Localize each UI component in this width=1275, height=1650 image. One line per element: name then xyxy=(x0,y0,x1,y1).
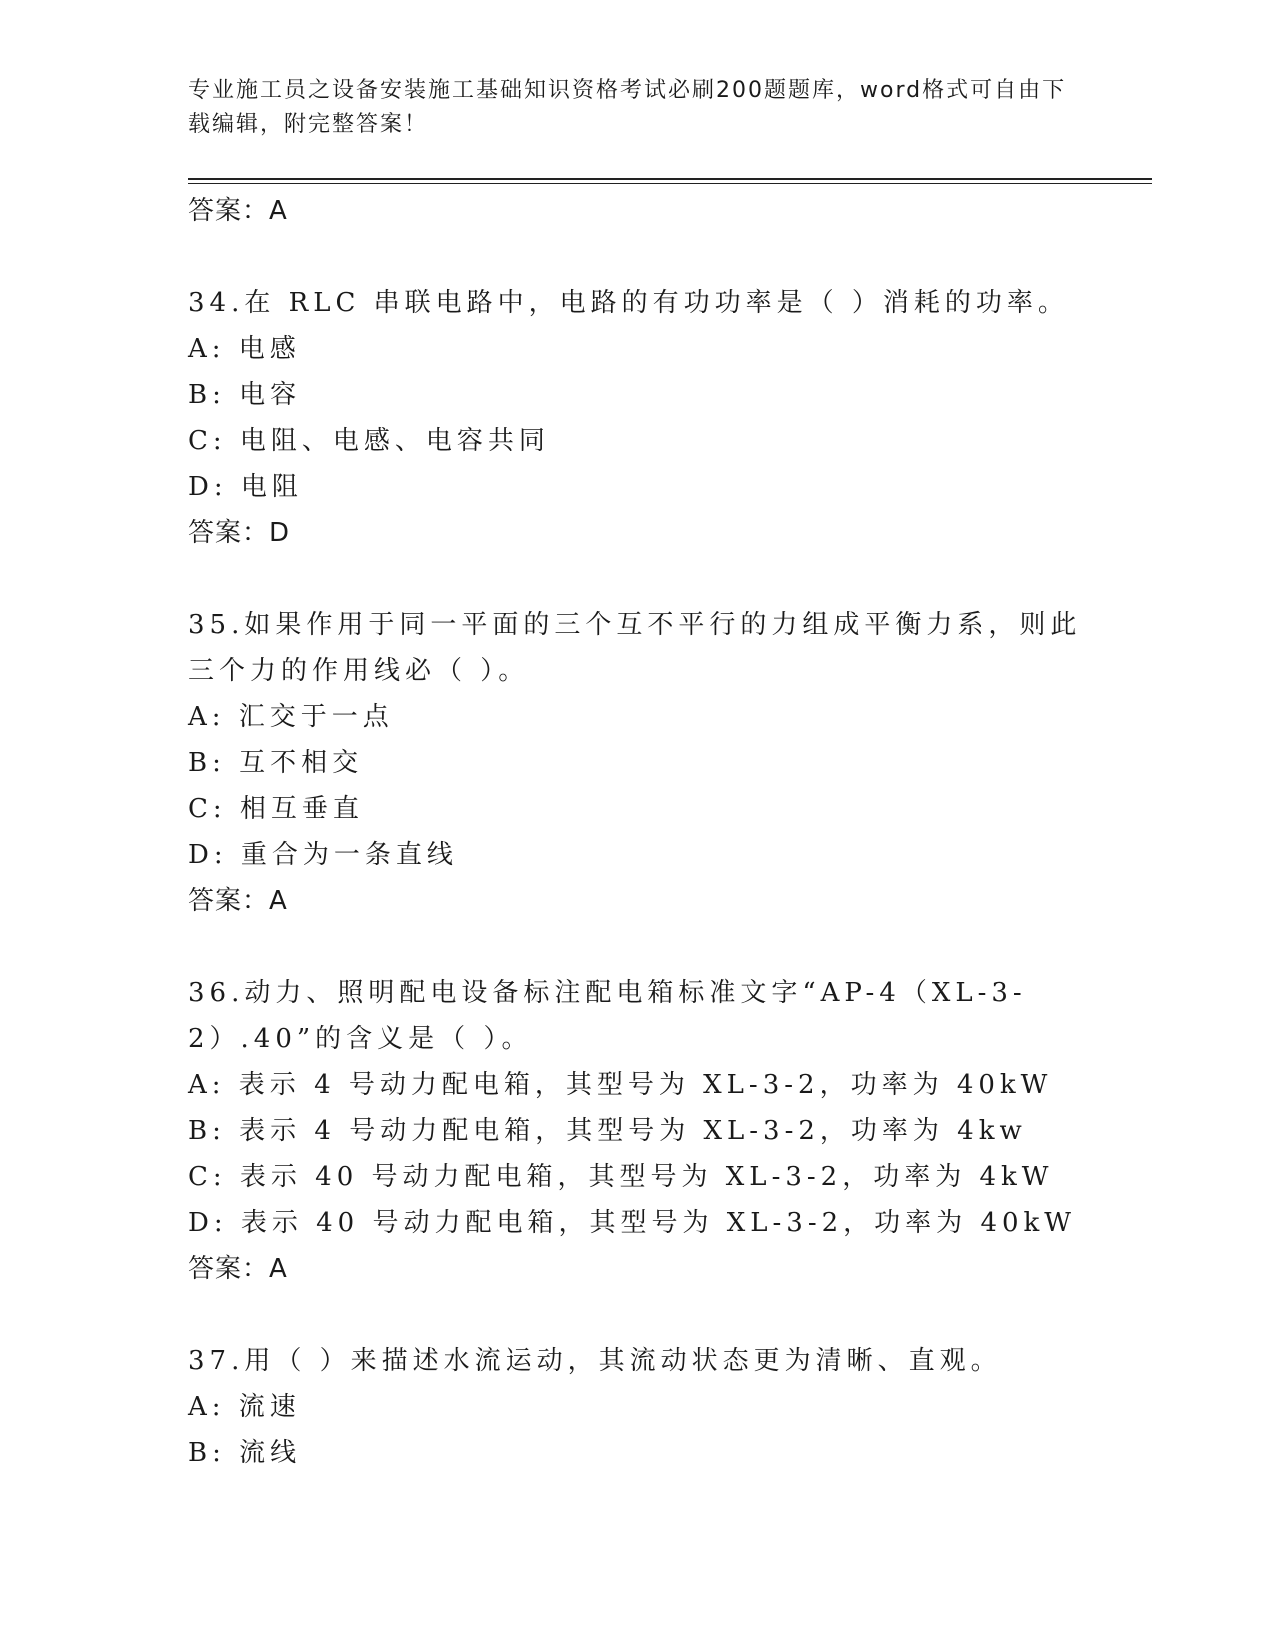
question-stem: 36.动力、照明配电设备标注配电箱标准文字“AP-4（XL-3-2）.40”的含义是（ ）。 xyxy=(188,978,1027,1054)
spacer xyxy=(188,924,1108,970)
option-b: B: 互不相交 xyxy=(188,748,364,778)
answer-line: 答案：A xyxy=(188,196,288,226)
header-rule-thin xyxy=(188,183,1152,184)
header-rule-thick xyxy=(188,178,1152,180)
option-b: B: 流线 xyxy=(188,1438,302,1468)
question-list xyxy=(188,188,1108,1476)
answer-line: 答案：A xyxy=(188,886,288,916)
option-d: D: 电阻 xyxy=(188,472,303,502)
option-b: B: 电容 xyxy=(188,380,302,410)
answer-line: 答案：D xyxy=(188,518,291,548)
option-a: A: 流速 xyxy=(188,1392,301,1422)
option-b: B: 表示 4 号动力配电箱，其型号为 XL-3-2，功率为 4kw xyxy=(188,1116,1027,1146)
question-stem: 34.在 RLC 串联电路中，电路的有功功率是（ ）消耗的功率。 xyxy=(188,288,1069,318)
option-c: C: 电阻、电感、电容共同 xyxy=(188,426,550,456)
option-a: A: 汇交于一点 xyxy=(188,702,394,732)
option-a: A: 表示 4 号动力配电箱，其型号为 XL-3-2，功率为 40kW xyxy=(188,1070,1053,1100)
document-header: 专业施工员之设备安装施工基础知识资格考试必刷200题题库，word格式可自由下载编辑，附完整答案！ xyxy=(188,78,1067,137)
spacer xyxy=(188,234,1108,280)
option-c: C: 相互垂直 xyxy=(188,794,364,824)
question-stem: 37.用（ ）来描述水流运动，其流动状态更为清晰、直观。 xyxy=(188,1346,1002,1376)
spacer xyxy=(188,556,1108,602)
option-a: A: 电感 xyxy=(188,334,301,364)
spacer xyxy=(188,1292,1108,1338)
answer-line: 答案：A xyxy=(188,1254,288,1284)
question-stem: 35.如果作用于同一平面的三个互不平行的力组成平衡力系，则此三个力的作用线必（ ）。 xyxy=(188,610,1082,686)
option-d: D: 表示 40 号动力配电箱，其型号为 XL-3-2，功率为 40kW xyxy=(188,1208,1077,1238)
option-d: D: 重合为一条直线 xyxy=(188,840,458,870)
option-c: C: 表示 40 号动力配电箱，其型号为 XL-3-2，功率为 4kW xyxy=(188,1162,1054,1192)
